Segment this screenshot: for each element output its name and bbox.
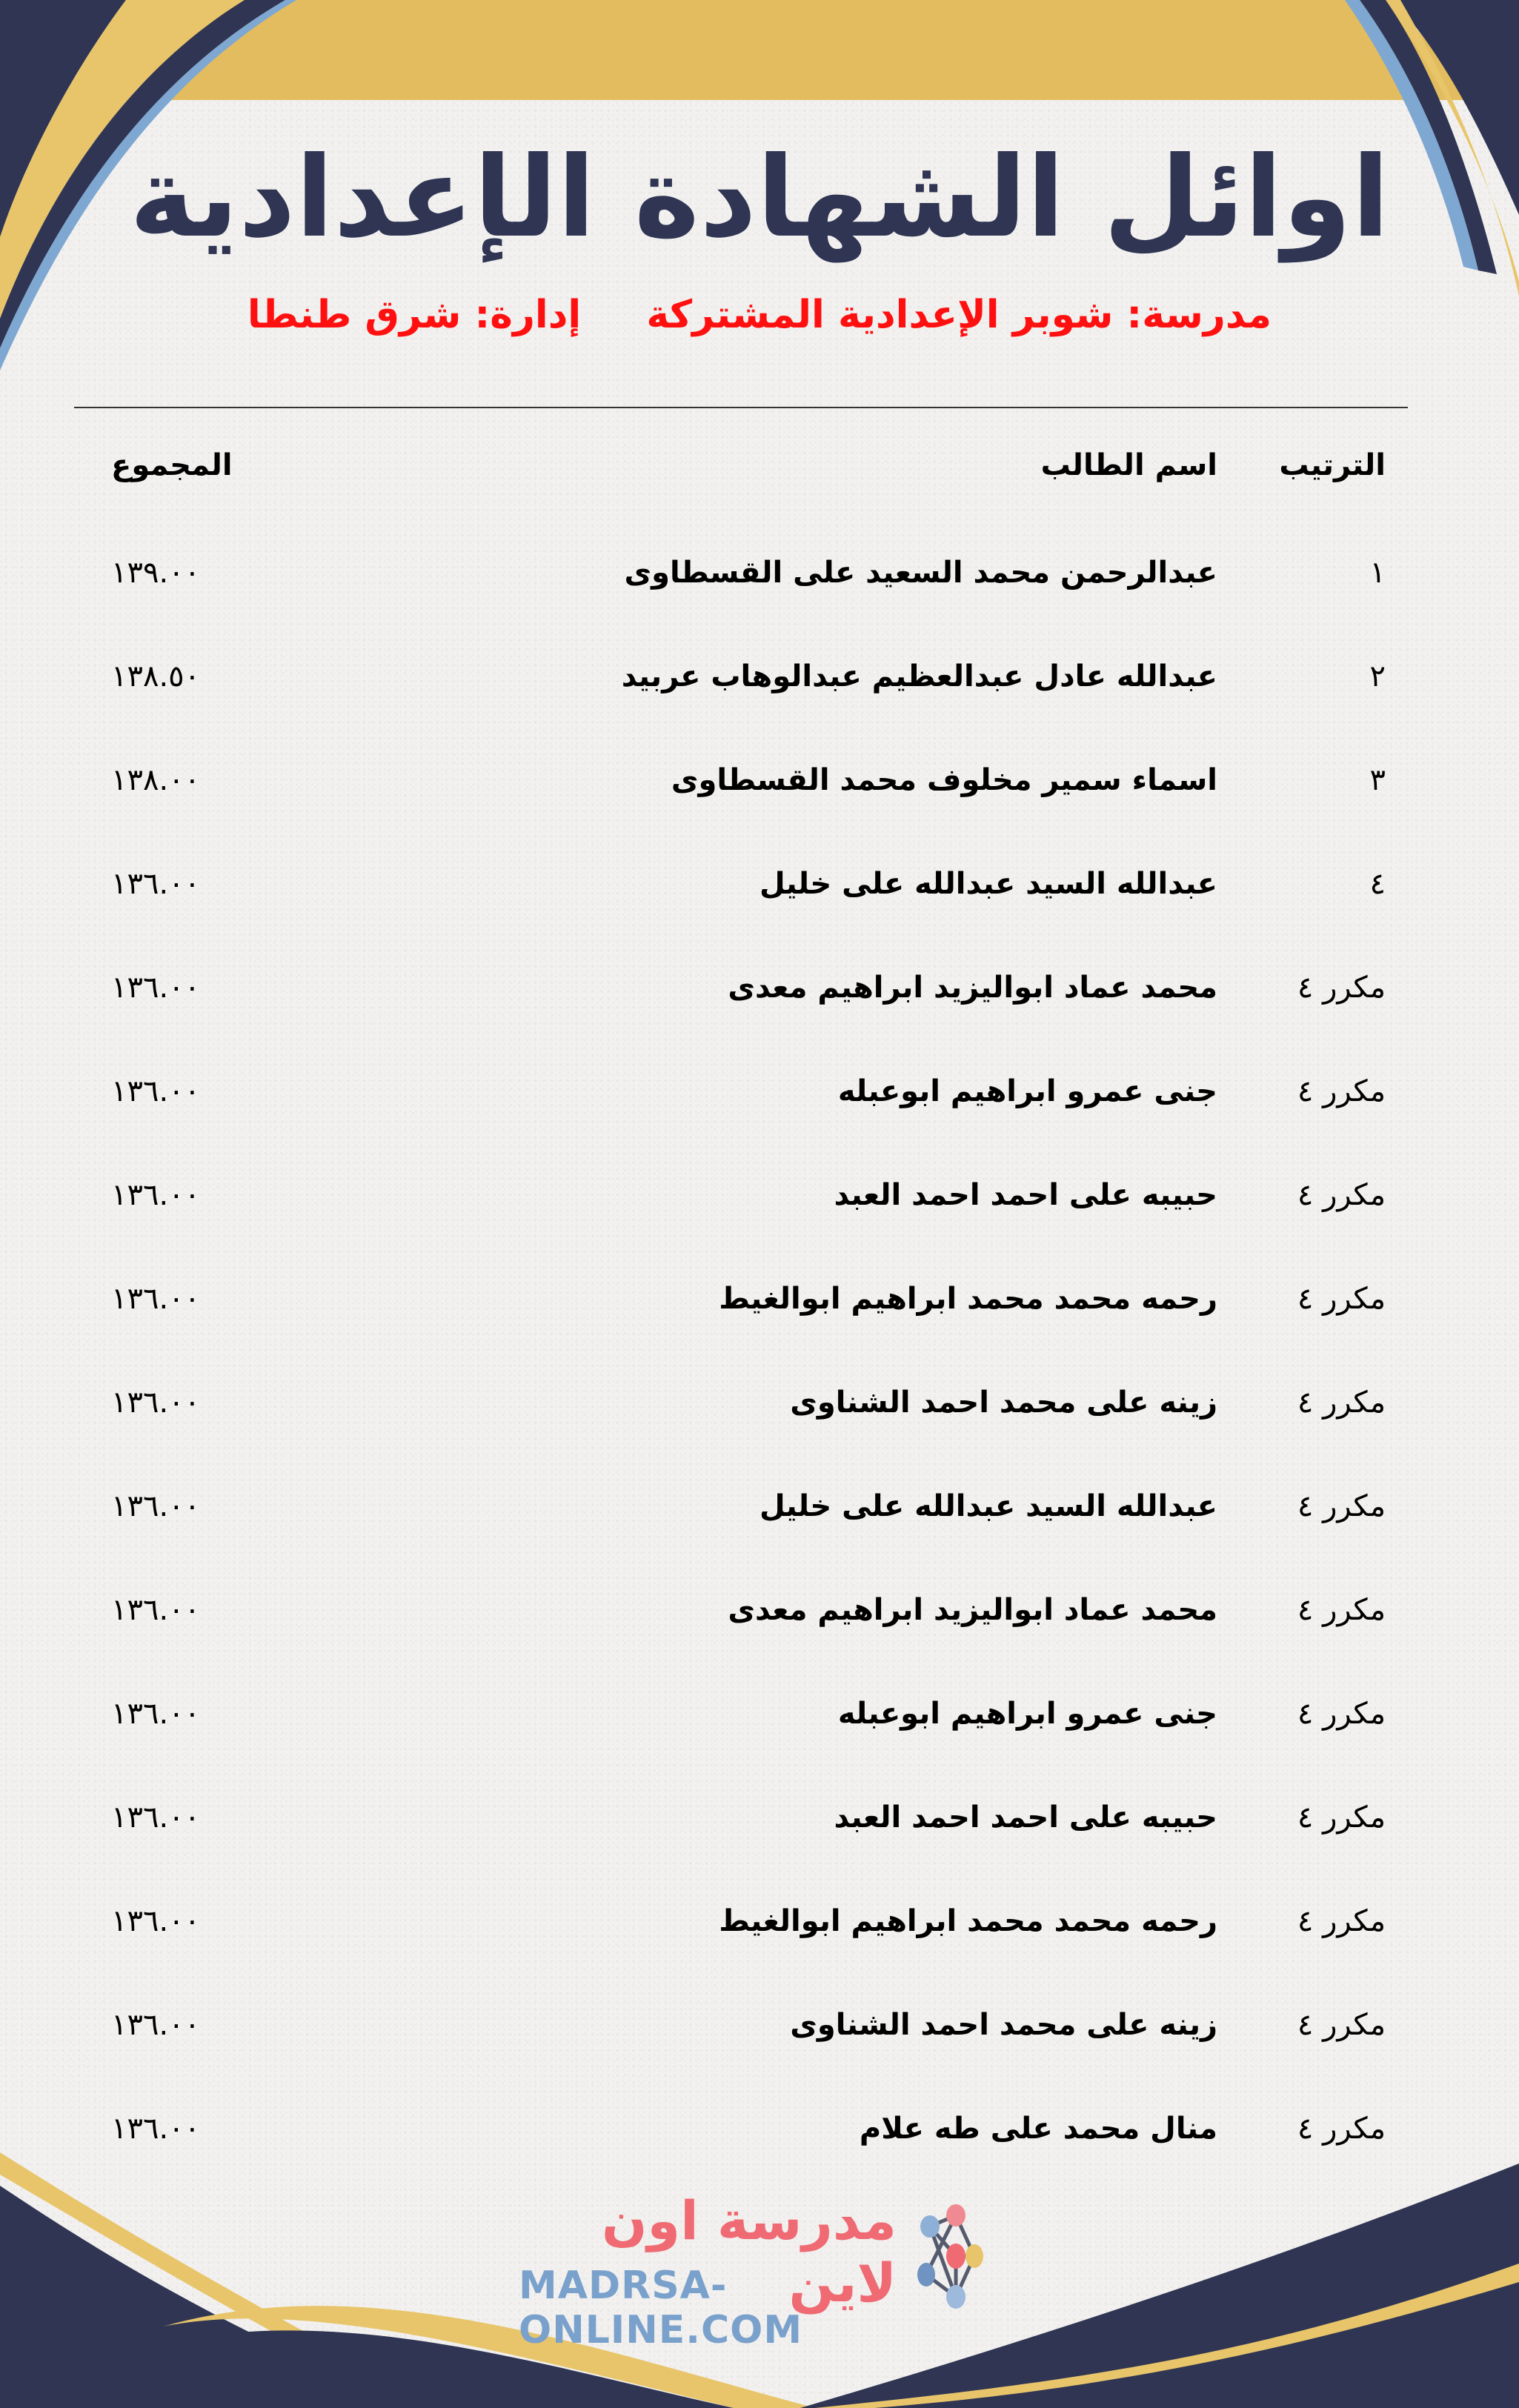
rank-cell: مكرر ٤ bbox=[1297, 1593, 1386, 1627]
total-cell: ١٣٦.٠٠ bbox=[111, 867, 201, 901]
student-name-cell: حبيبه على احمد احمد العبد bbox=[834, 1800, 1217, 1835]
table-row bbox=[0, 971, 1519, 1037]
rank-cell: ٣ bbox=[1369, 763, 1386, 797]
rank-cell: ١ bbox=[1369, 556, 1386, 590]
table-row bbox=[0, 1178, 1519, 1245]
rank-cell: مكرر ٤ bbox=[1297, 1904, 1386, 1938]
site-logo[interactable] bbox=[519, 2189, 1000, 2352]
student-name-cell: اسماء سمير مخلوف محمد القسطاوى bbox=[671, 763, 1217, 797]
total-cell: ١٣٦.٠٠ bbox=[111, 1489, 201, 1523]
student-name-cell: محمد عماد ابواليزيد ابراهيم معدى bbox=[728, 971, 1217, 1005]
student-name-cell: حبيبه على احمد احمد العبد bbox=[834, 1178, 1217, 1212]
rank-cell: مكرر ٤ bbox=[1297, 2008, 1386, 2042]
rank-cell: مكرر ٤ bbox=[1297, 1178, 1386, 1212]
total-cell: ١٣٦.٠٠ bbox=[111, 1904, 201, 1938]
total-cell: ١٣٦.٠٠ bbox=[111, 1800, 201, 1835]
rank-cell: مكرر ٤ bbox=[1297, 1697, 1386, 1731]
table-row bbox=[0, 1904, 1519, 1971]
rank-cell: مكرر ٤ bbox=[1297, 971, 1386, 1005]
total-cell: ١٣٩.٠٠ bbox=[111, 556, 201, 590]
table-row bbox=[0, 1386, 1519, 1452]
student-name-cell: منال محمد على طه علام bbox=[859, 2112, 1217, 2146]
student-name-cell: عبدالله عادل عبدالعظيم عبدالوهاب عربيد bbox=[621, 659, 1217, 694]
student-name-cell: عبدالله السيد عبدالله على خليل bbox=[759, 867, 1217, 901]
total-cell: ١٣٦.٠٠ bbox=[111, 971, 201, 1005]
table-row bbox=[0, 867, 1519, 934]
table-row bbox=[0, 1800, 1519, 1867]
table-row bbox=[0, 763, 1519, 830]
school-name: مدرسة: شوبر الإعدادية المشتركة bbox=[646, 293, 1272, 337]
molecule-network-icon bbox=[911, 2204, 1000, 2315]
rank-cell: مكرر ٤ bbox=[1297, 1282, 1386, 1316]
table-row bbox=[0, 1697, 1519, 1763]
table-header bbox=[0, 448, 1519, 515]
total-cell: ١٣٦.٠٠ bbox=[111, 2008, 201, 2042]
rank-cell: ٤ bbox=[1369, 867, 1386, 901]
table-row bbox=[0, 1074, 1519, 1141]
total-cell: ١٣٨.٠٠ bbox=[111, 763, 201, 797]
rank-cell: مكرر ٤ bbox=[1297, 1074, 1386, 1108]
table-row bbox=[0, 1282, 1519, 1348]
table-row bbox=[0, 1593, 1519, 1660]
student-name-cell: زينه على محمد احمد الشناوى bbox=[790, 1386, 1217, 1420]
column-header-total: المجموع bbox=[111, 448, 233, 482]
rank-cell: مكرر ٤ bbox=[1297, 1489, 1386, 1523]
rank-cell: مكرر ٤ bbox=[1297, 2112, 1386, 2146]
subtitle bbox=[0, 293, 1519, 337]
rank-cell: ٢ bbox=[1369, 659, 1386, 694]
total-cell: ١٣٦.٠٠ bbox=[111, 1386, 201, 1420]
total-cell: ١٣٦.٠٠ bbox=[111, 1593, 201, 1627]
rank-cell: مكرر ٤ bbox=[1297, 1800, 1386, 1835]
student-name-cell: رحمه محمد محمد ابراهيم ابوالغيط bbox=[719, 1904, 1217, 1938]
table-row bbox=[0, 1489, 1519, 1556]
student-name-cell: زينه على محمد احمد الشناوى bbox=[790, 2008, 1217, 2042]
total-cell: ١٣٦.٠٠ bbox=[111, 2112, 201, 2146]
total-cell: ١٣٦.٠٠ bbox=[111, 1178, 201, 1212]
total-cell: ١٣٦.٠٠ bbox=[111, 1282, 201, 1316]
table-row bbox=[0, 659, 1519, 726]
table-row bbox=[0, 2008, 1519, 2075]
student-name-cell: عبدالله السيد عبدالله على خليل bbox=[759, 1489, 1217, 1523]
table-row bbox=[0, 2112, 1519, 2178]
administration-name: إدارة: شرق طنطا bbox=[247, 293, 582, 337]
total-cell: ١٣٨.٥٠ bbox=[111, 659, 201, 694]
total-cell: ١٣٦.٠٠ bbox=[111, 1074, 201, 1108]
rank-cell: مكرر ٤ bbox=[1297, 1386, 1386, 1420]
page-title: اوائل الشهادة الإعدادية bbox=[129, 133, 1390, 262]
student-name-cell: رحمه محمد محمد ابراهيم ابوالغيط bbox=[719, 1282, 1217, 1316]
logo-arabic-text: مدرسة اون لاين bbox=[601, 2189, 897, 2314]
table-row bbox=[0, 556, 1519, 622]
column-header-rank: الترتيب bbox=[1279, 448, 1386, 482]
student-name-cell: جنى عمرو ابراهيم ابوعبله bbox=[837, 1074, 1217, 1108]
student-name-cell: محمد عماد ابواليزيد ابراهيم معدى bbox=[728, 1593, 1217, 1627]
student-name-cell: جنى عمرو ابراهيم ابوعبله bbox=[837, 1697, 1217, 1731]
total-cell: ١٣٦.٠٠ bbox=[111, 1697, 201, 1731]
logo-english-text: MADRSA-ONLINE.COM bbox=[519, 2264, 803, 2352]
column-header-name: اسم الطالب bbox=[1040, 448, 1217, 482]
student-name-cell: عبدالرحمن محمد السعيد على القسطاوى bbox=[624, 556, 1217, 590]
divider bbox=[74, 407, 1408, 408]
